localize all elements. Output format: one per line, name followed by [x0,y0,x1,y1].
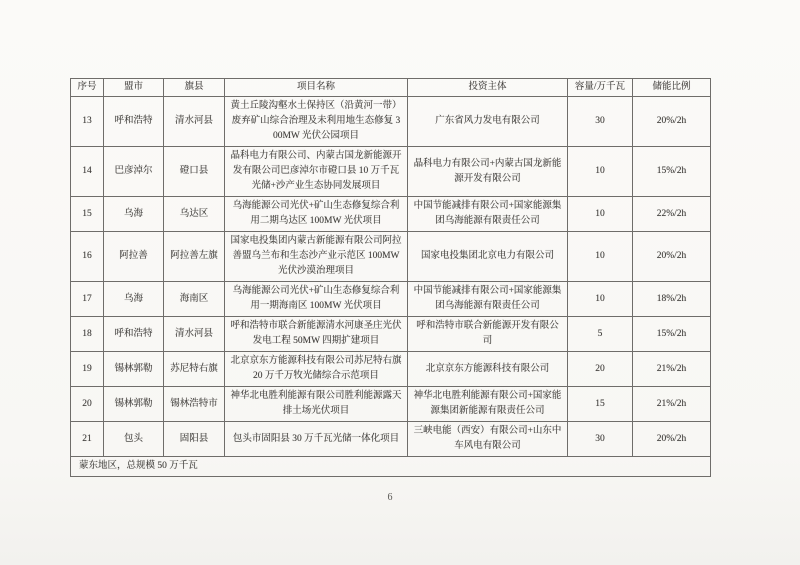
table-row [71,97,711,147]
cell-city: 呼和浩特 [104,97,164,147]
cell-storage: 22%/2h [633,197,711,232]
cell-project: 乌海能源公司光伏+矿山生态修复综合利用一期海南区 100MW 光伏项目 [225,282,408,317]
header-no: 序号 [71,79,104,97]
header-investor: 投资主体 [408,79,568,97]
cell-city: 阿拉善 [104,232,164,282]
cell-no: 20 [71,387,104,422]
cell-project: 包头市固阳县 30 万千瓦光储一体化项目 [225,422,408,457]
projects-table [70,78,711,477]
cell-no: 17 [71,282,104,317]
table-row [71,422,711,457]
table-body [71,97,711,457]
cell-capacity: 10 [568,282,633,317]
cell-storage: 20%/2h [633,97,711,147]
cell-storage: 18%/2h [633,282,711,317]
cell-no: 21 [71,422,104,457]
cell-county: 固阳县 [164,422,225,457]
cell-investor: 中国节能减排有限公司+国家能源集团乌海能源有限责任公司 [408,282,568,317]
cell-investor: 晶科电力有限公司+内蒙古国龙新能源开发有限公司 [408,147,568,197]
cell-storage: 21%/2h [633,352,711,387]
cell-capacity: 10 [568,147,633,197]
cell-capacity: 20 [568,352,633,387]
table-row [71,282,711,317]
cell-project: 呼和浩特市联合新能源清水河康圣庄光伏发电工程 50MW 四期扩建项目 [225,317,408,352]
cell-capacity: 10 [568,232,633,282]
table-footer [71,457,711,477]
header-row [71,79,711,97]
header-project: 项目名称 [225,79,408,97]
cell-city: 巴彦淖尔 [104,147,164,197]
header-city: 盟市 [104,79,164,97]
cell-city: 乌海 [104,282,164,317]
header-capacity: 容量/万千瓦 [568,79,633,97]
cell-investor: 广东省风力发电有限公司 [408,97,568,147]
cell-county: 海南区 [164,282,225,317]
cell-project: 黄土丘陵沟壑水土保持区（沿黄河一带）废弃矿山综合治理及未利用地生态修复 300MW 光伏公园项目 [225,97,408,147]
cell-storage: 21%/2h [633,387,711,422]
cell-no: 19 [71,352,104,387]
cell-investor: 中国节能减排有限公司+国家能源集团乌海能源有限责任公司 [408,197,568,232]
table-header [71,79,711,97]
cell-storage: 20%/2h [633,232,711,282]
cell-county: 清水河县 [164,97,225,147]
cell-investor: 神华北电胜利能源有限公司+国家能源集团新能源有限责任公司 [408,387,568,422]
cell-city: 包头 [104,422,164,457]
cell-storage: 15%/2h [633,147,711,197]
table-row [71,317,711,352]
cell-county: 阿拉善左旗 [164,232,225,282]
cell-project: 乌海能源公司光伏+矿山生态修复综合利用二期乌达区 100MW 光伏项目 [225,197,408,232]
cell-project: 北京京东方能源科技有限公司苏尼特右旗 20 万千万牧光储综合示范项目 [225,352,408,387]
cell-no: 18 [71,317,104,352]
cell-capacity: 30 [568,422,633,457]
page-number: 6 [387,492,393,503]
cell-city: 乌海 [104,197,164,232]
cell-capacity: 5 [568,317,633,352]
table-row [71,197,711,232]
cell-city: 锡林郭勒 [104,352,164,387]
cell-county: 乌达区 [164,197,225,232]
cell-no: 15 [71,197,104,232]
cell-investor: 北京京东方能源科技有限公司 [408,352,568,387]
cell-project: 国家电投集团内蒙古新能源有限公司阿拉善盟乌兰布和生态沙产业示范区 100MW 光伏沙漠治理项目 [225,232,408,282]
cell-project: 神华北电胜利能源有限公司胜利能源露天排土场光伏项目 [225,387,408,422]
cell-project: 晶科电力有限公司、内蒙古国龙新能源开发有限公司巴彦淖尔市磴口县 10 万千瓦光储+沙产业生态协同发展项目 [225,147,408,197]
cell-capacity: 10 [568,197,633,232]
cell-county: 锡林浩特市 [164,387,225,422]
cell-storage: 15%/2h [633,317,711,352]
cell-storage: 20%/2h [633,422,711,457]
cell-investor: 呼和浩特市联合新能源开发有限公司 [408,317,568,352]
cell-county: 苏尼特右旗 [164,352,225,387]
summary-note: 蒙东地区，总规模 50 万千瓦 [71,457,711,477]
cell-no: 13 [71,97,104,147]
cell-county: 清水河县 [164,317,225,352]
table-row [71,147,711,197]
cell-no: 16 [71,232,104,282]
table-row [71,352,711,387]
table-row [71,232,711,282]
summary-row [71,457,711,477]
header-county: 旗县 [164,79,225,97]
cell-city: 锡林郭勒 [104,387,164,422]
cell-city: 呼和浩特 [104,317,164,352]
table-row [71,387,711,422]
cell-investor: 三峡电能（西安）有限公司+山东中车风电有限公司 [408,422,568,457]
cell-capacity: 15 [568,387,633,422]
cell-investor: 国家电投集团北京电力有限公司 [408,232,568,282]
cell-county: 磴口县 [164,147,225,197]
cell-capacity: 30 [568,97,633,147]
cell-no: 14 [71,147,104,197]
header-storage: 储能比例 [633,79,711,97]
